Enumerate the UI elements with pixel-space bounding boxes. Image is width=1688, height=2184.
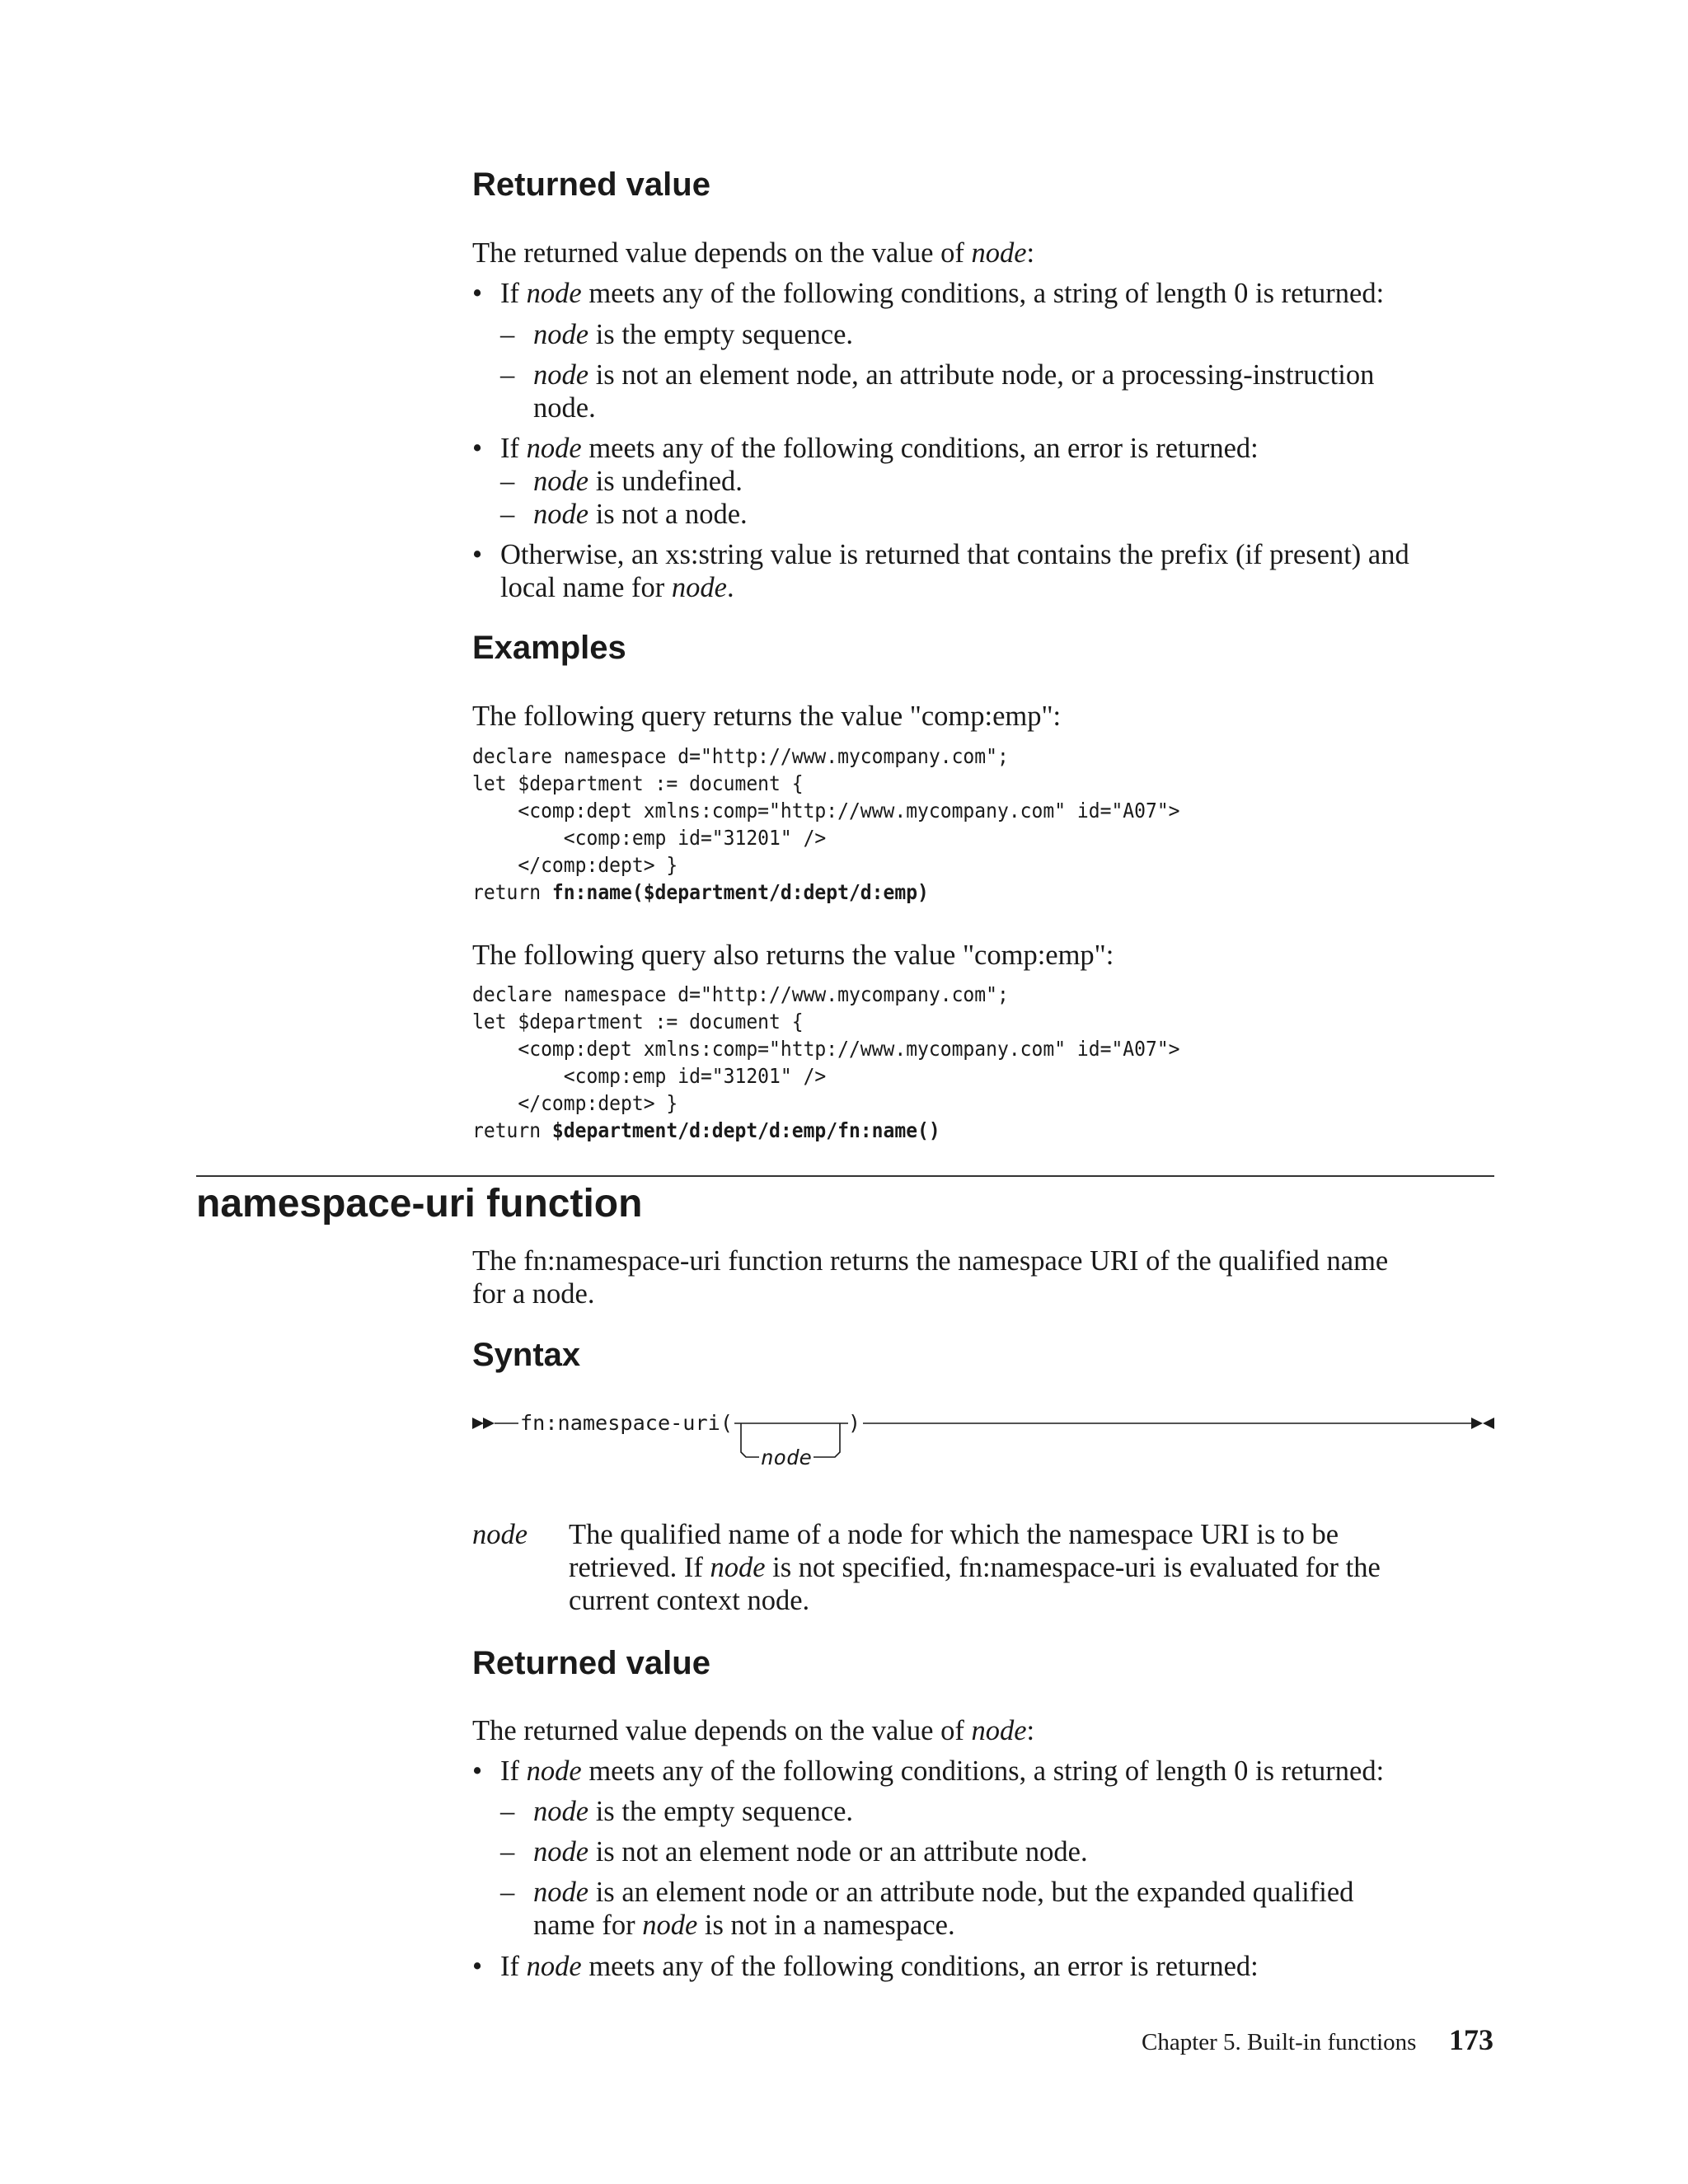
dash-marker: – [500, 1836, 515, 1868]
example-2-intro: The following query also returns the value "comp:emp": [472, 940, 1114, 971]
code-line: declare namespace d="http://www.mycompany.com"; [472, 744, 1009, 768]
sub-list-item-text: node is not a node. [533, 499, 748, 530]
sub-list-item-text: node is an element node or an attribute node, but the expanded qualified name for node is not in a namespace. [533, 1877, 1354, 1941]
start-arrow-icon [472, 1418, 484, 1429]
code-line: return fn:name($department/d:dept/d:emp) [472, 880, 929, 904]
section-description: The fn:namespace-uri function returns the namespace URI of the qualified name for a node. [472, 1245, 1389, 1310]
returned-value-heading-2: Returned value [472, 1645, 710, 1681]
footer-chapter: Chapter 5. Built-in functions [1142, 2029, 1417, 2055]
end-arrow-icon [1471, 1418, 1483, 1429]
bullet-marker: • [472, 433, 483, 464]
syntax-argument: node [761, 1446, 812, 1469]
syntax-diagram-graphic [472, 1401, 1498, 1475]
list-item-text: Otherwise, an xs:string value is returned that contains the prefix (if present) and local name for node. [500, 539, 1409, 603]
code-line: return $department/d:dept/d:emp/fn:name() [472, 1118, 940, 1142]
returned-value-heading: Returned value [472, 166, 710, 203]
bullet-marker: • [472, 1951, 483, 1982]
sub-list-item-text: node is the empty sequence. [533, 319, 854, 350]
parameter-description: The qualified name of a node for which the namespace URI is to be retrieved. If node is not specified, fn:namespace-uri is evaluated for the current context node. [569, 1519, 1381, 1616]
parameter-term: node [472, 1519, 528, 1550]
code-line: <comp:emp id="31201" /> [472, 826, 827, 850]
syntax-close-paren: ) [848, 1411, 861, 1435]
code-line: </comp:dept> } [472, 1091, 678, 1115]
section-title: namespace-uri function [196, 1182, 643, 1226]
examples-heading: Examples [472, 630, 626, 666]
section-divider [196, 1175, 1494, 1177]
syntax-heading: Syntax [472, 1337, 581, 1373]
dash-marker: – [500, 359, 515, 391]
list-item-text: If node meets any of the following conditions, a string of length 0 is returned: [500, 1755, 1385, 1787]
list-item-text: If node meets any of the following conditions, a string of length 0 is returned: [500, 278, 1385, 309]
example-1-intro: The following query returns the value "comp:emp": [472, 701, 1062, 732]
dash-marker: – [500, 319, 515, 350]
returned-value-intro: The returned value depends on the value of node: [472, 237, 1035, 269]
dash-marker: – [500, 466, 515, 497]
start-arrow-icon [483, 1418, 495, 1429]
sub-list-item-text: node is not an element node or an attribute node. [533, 1836, 1088, 1868]
bullet-marker: • [472, 539, 483, 570]
list-item-text: If node meets any of the following conditions, an error is returned: [500, 1951, 1259, 1982]
example-1-code [472, 743, 1180, 906]
end-arrow-icon [1483, 1418, 1494, 1429]
syntax-function-name: fn:namespace-uri( [520, 1411, 733, 1435]
code-line: <comp:dept xmlns:comp="http://www.mycompany.com" id="A07"> [472, 1037, 1180, 1061]
code-line: <comp:emp id="31201" /> [472, 1064, 827, 1088]
list-item-text: If node meets any of the following conditions, an error is returned: [500, 433, 1259, 464]
code-line: <comp:dept xmlns:comp="http://www.mycompany.com" id="A07"> [472, 799, 1180, 823]
dash-marker: – [500, 1796, 515, 1827]
example-2-code [472, 981, 1180, 1144]
bullet-marker: • [472, 278, 483, 309]
page-number: 173 [1449, 2023, 1493, 2056]
sub-list-item-text: node is not an element node, an attribute node, or a processing-instruction node. [533, 359, 1375, 424]
sub-list-item-text: node is undefined. [533, 466, 743, 497]
bullet-marker: • [472, 1755, 483, 1787]
sub-list-item-text: node is the empty sequence. [533, 1796, 854, 1827]
returned-value-intro-2: The returned value depends on the value of node: [472, 1715, 1035, 1746]
dash-marker: – [500, 499, 515, 530]
code-line: let $department := document { [472, 771, 804, 795]
dash-marker: – [500, 1877, 515, 1908]
code-line: declare namespace d="http://www.mycompany.com"; [472, 982, 1009, 1006]
code-line: let $department := document { [472, 1010, 804, 1033]
code-line: </comp:dept> } [472, 853, 678, 877]
syntax-diagram [472, 1401, 1498, 1475]
